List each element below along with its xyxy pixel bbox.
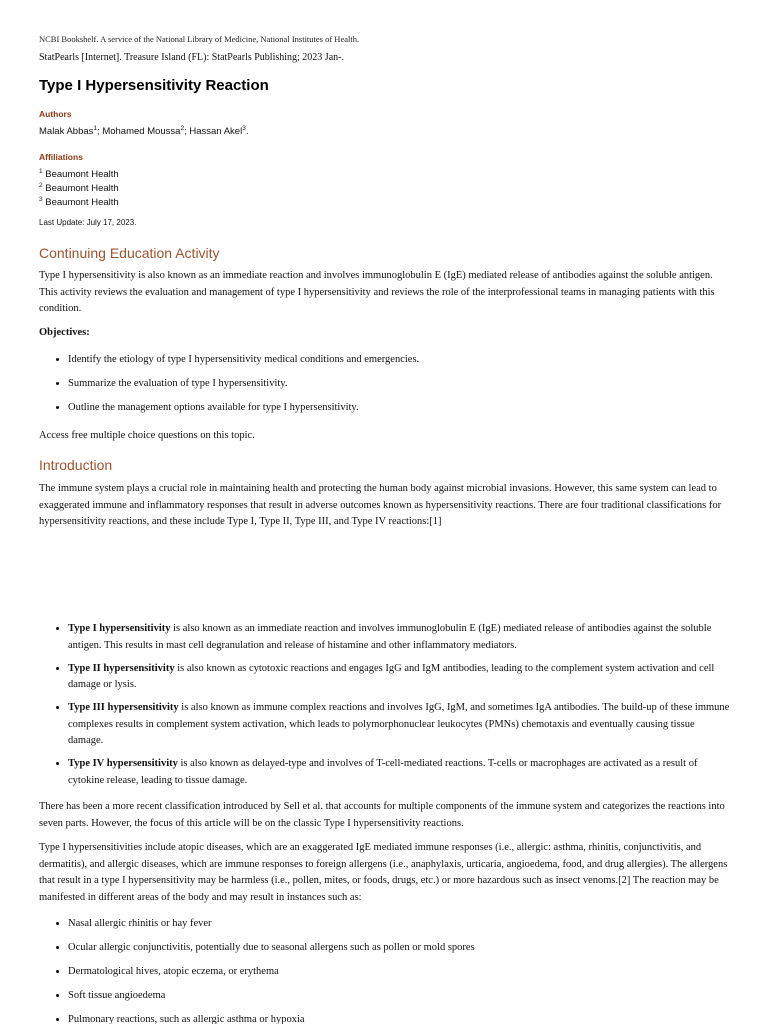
type-item xyxy=(68,700,730,750)
last-update: Last Update: July 17, 2023. xyxy=(39,218,137,227)
author-separator: . xyxy=(245,126,249,137)
manifestation-item: • Dermatological hives, atopic eczema, or erythema xyxy=(68,964,730,981)
objectives-label: Objectives: xyxy=(39,327,90,338)
type-description: is also known as delayed-type and involves of T-cell-mediated reactions. T-cells or macrophages are activated as a result of cytokine release, leading to tissue damage. xyxy=(68,758,698,786)
author-affiliation-ref[interactable]: 2 xyxy=(180,124,185,132)
manifestation-item: • Soft tissue angioedema xyxy=(68,988,730,1005)
authors-list xyxy=(39,126,248,137)
affiliation-item xyxy=(39,169,119,180)
type-term: Type II hypersensitivity xyxy=(68,662,175,674)
author-separator: ; xyxy=(184,126,190,137)
author-affiliation-ref[interactable]: 3 xyxy=(242,124,246,132)
type-description: is also known as an immediate reaction and involves immunoglobulin E (IgE) mediated release of antibodies against the soluble antigen. This results in mast cell degranulation and release of histamine and other inflammatory mediators. xyxy=(68,623,712,651)
affiliation-name: Beaumont Health xyxy=(45,197,119,208)
ce-section-heading: Continuing Education Activity xyxy=(39,245,220,261)
manifestation-item: • Pulmonary reactions, such as allergic asthma or hypoxia xyxy=(68,1012,730,1024)
objective-item: • Outline the management options available for type I hypersensitivity. xyxy=(68,400,730,417)
affiliation-item xyxy=(39,183,119,194)
affiliation-item xyxy=(39,197,119,208)
type-item xyxy=(68,756,730,789)
manifestation-item: • Ocular allergic conjunctivitis, potentially due to seasonal allergens such as pollen or mold spores xyxy=(68,940,730,957)
type-item xyxy=(68,621,730,654)
authors-heading: Authors xyxy=(39,109,72,119)
affiliation-number: 1 xyxy=(39,167,43,175)
author-separator: ; xyxy=(97,126,103,137)
intro-paragraph-3: Type I hypersensitivities include atopic diseases, which are an exaggerated IgE mediated immune responses (i.e., allergic: asthma, rhinitis, conjunctivitis, and dermatitis), and allergic diseases, which are immune responses to foreign allergens (i.e., anaphylaxis, urticaria, angioedema, food, and drug allergies). The allergens that result in a type I hypersensitivity may be harmless (i.e., pollen, mites, or foods, drugs, etc.) or more hazardous such as insect venoms.[2] The reaction may be manifested in different areas of the body and may result in instances such as: xyxy=(39,842,728,903)
affiliation-name: Beaumont Health xyxy=(45,183,119,194)
type-term: Type I hypersensitivity xyxy=(68,623,171,634)
affiliation-number: 3 xyxy=(39,195,43,203)
manifestation-item: • Nasal allergic rhinitis or hay fever xyxy=(68,916,730,933)
objectives-list xyxy=(39,352,730,424)
ce-paragraph: Type I hypersensitivity is also known as an immediate reaction and involves immunoglobulin E (IgE) mediated release of antibodies against the soluble antigen. This activity reviews the evaluation and management of type I hypersensitivity and reviews the role of the interprofessional teams in managing patients with this condition. xyxy=(39,270,715,314)
hypersensitivity-types-list xyxy=(39,621,730,796)
affiliation-name: Beaumont Health xyxy=(45,169,119,180)
article-title: Type I Hypersensitivity Reaction xyxy=(39,77,269,94)
ncbi-service-line: NCBI Bookshelf. A service of the National Library of Medicine, National Institutes of Health. xyxy=(39,34,360,44)
type-term: Type IV hypersensitivity xyxy=(68,758,178,769)
author-affiliation-ref[interactable]: 1 xyxy=(93,124,98,132)
affiliation-number: 2 xyxy=(39,181,43,189)
type-description: is also known as cytotoxic reactions and engages IgG and IgM antibodies, leading to the complement system activation and cell damage or lysis. xyxy=(68,662,715,690)
type-term: Type III hypersensitivity xyxy=(68,702,179,713)
access-questions-link[interactable]: Access free multiple choice questions on this topic. xyxy=(39,430,255,441)
manifestations-list xyxy=(39,916,730,1024)
author-link[interactable]: Hassan Akel xyxy=(189,126,243,137)
objective-item: • Summarize the evaluation of type I hypersensitivity. xyxy=(68,376,730,393)
objective-item: • Identify the etiology of type I hypersensitivity medical conditions and emergencies. xyxy=(68,352,730,369)
intro-paragraph-1: The immune system plays a crucial role in maintaining health and protecting the human body against microbial invasions. However, this same system can lead to exaggerated immune and inflammatory responses that result in adverse outcomes known as hypersensitivity reactions. There are four traditional classifications for hypersensitivity reactions, and these include Type I, Type II, Type III, and Type IV reactions:[1] xyxy=(39,483,722,527)
author-link[interactable]: Mohamed Moussa xyxy=(102,126,181,137)
affiliations-heading: Affiliations xyxy=(39,152,83,162)
intro-paragraph-2: There has been a more recent classification introduced by Sell et al. that accounts for multiple components of the immune system and categorizes the reactions into seven parts. However, the focus of this article will be on the classic Type I hypersensitivity reactions. xyxy=(39,801,725,829)
type-item xyxy=(68,661,730,694)
type-description: is also known as immune complex reactions and involves IgG, IgM, and sometimes IgA antibodies. The build-up of these immune complexes results in complement system activation, which leads to polymorphonuclear leukocytes (PMNs) chemotaxis and eventually causing tissue damage. xyxy=(68,702,730,746)
author-link[interactable]: Malak Abbas xyxy=(39,126,94,137)
citation-line: StatPearls [Internet]. Treasure Island (FL): StatPearls Publishing; 2023 Jan-. xyxy=(39,52,344,63)
introduction-heading: Introduction xyxy=(39,457,113,473)
